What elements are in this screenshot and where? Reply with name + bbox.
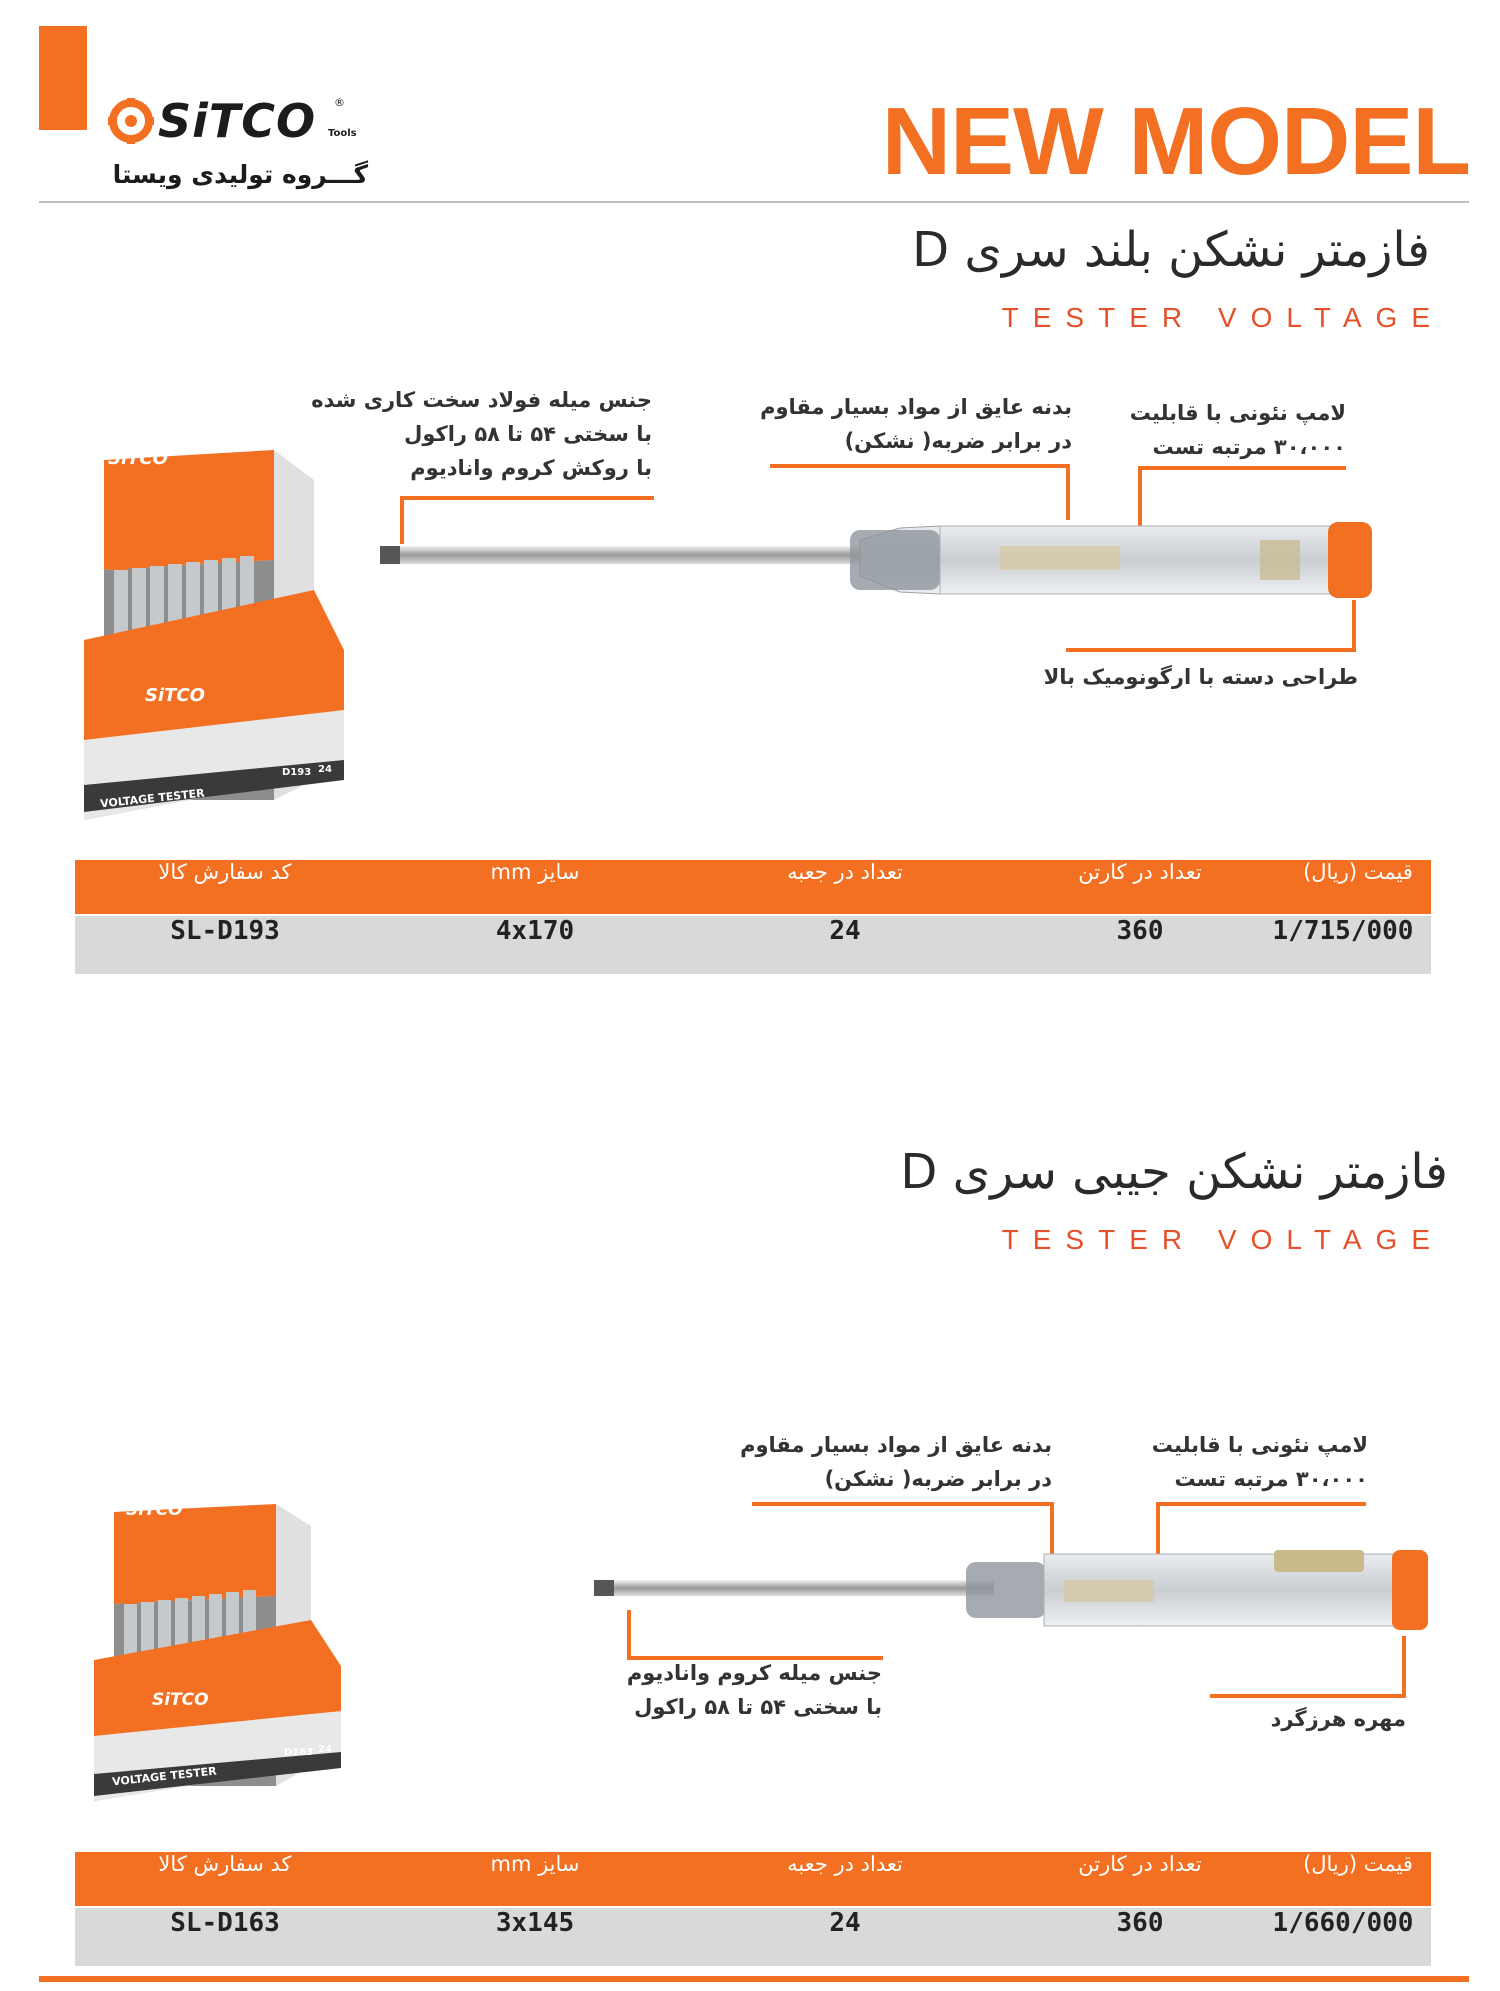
- table-header: [75, 860, 1431, 914]
- cell-size: 3x145: [495, 1908, 575, 1938]
- callout-leader: [1402, 1636, 1406, 1698]
- header-box-qty: تعداد در جعبه: [787, 1852, 903, 1876]
- callout-line: با سختی ۵۴ تا ۵۸ راکول: [404, 422, 652, 446]
- callout-lamp: [1120, 1428, 1368, 1496]
- new-model-banner: NEW MODEL: [881, 88, 1470, 195]
- callout-line: جنس میله کروم واناديوم: [626, 1661, 882, 1685]
- callout-leader: [400, 496, 654, 500]
- callout-line: لامپ نئونی با قابلیت: [1151, 1433, 1368, 1457]
- callout-line: ۳۰،۰۰۰ مرتبه تست: [1152, 435, 1346, 459]
- box-count: 24: [318, 764, 332, 775]
- header-size: سایز mm: [490, 1852, 580, 1876]
- callout-line: مهره هرزگرد: [1270, 1707, 1406, 1731]
- callout-nut: [1230, 1702, 1406, 1736]
- callout-leader: [752, 1502, 1054, 1506]
- box-brand: SiTCO: [108, 448, 168, 469]
- box-label: VOLTAGE TESTER: [111, 1764, 218, 1789]
- table-row: [75, 1908, 1431, 1966]
- product-subtitle: TESTER VOLTAGE: [1001, 302, 1444, 333]
- callout-line: لامپ نئونی با قابلیت: [1129, 401, 1346, 425]
- box-model: D163: [284, 1747, 314, 1758]
- callout-line: با سختی ۵۴ تا ۵۸ راکول: [634, 1695, 882, 1719]
- cell-box-qty: 24: [829, 916, 861, 946]
- callout-line: جنس میله فولاد سخت کاری شده: [311, 388, 652, 412]
- cell-box-qty: 24: [829, 1908, 861, 1938]
- callout-leader: [1066, 648, 1356, 652]
- footer-accent-bar: [39, 1976, 1469, 1982]
- box-brand: SiTCO: [126, 1500, 183, 1520]
- callout-leader: [770, 464, 1070, 468]
- cell-carton-qty: 360: [1116, 1908, 1164, 1938]
- pocket-voltage-tester-icon: [594, 1540, 1434, 1640]
- header-price: قیمت (ریال): [1303, 860, 1413, 884]
- cell-price: 1/715/000: [1272, 916, 1414, 946]
- table-row: [75, 916, 1431, 974]
- header-order-code: کد سفارش کالا: [158, 1852, 292, 1876]
- callout-body: [690, 1428, 1052, 1496]
- callout-line: بدنه عایق از مواد بسیار مقاوم: [760, 395, 1072, 419]
- company-name: گـــروه تولیدی ویستا: [112, 160, 368, 189]
- box-model: D193: [282, 767, 312, 778]
- header-divider: [39, 201, 1469, 203]
- header-carton-qty: تعداد در کارتن: [1078, 1852, 1202, 1876]
- cell-price: 1/660/000: [1272, 1908, 1414, 1938]
- callout-line: با روکش کروم واناديوم: [410, 456, 652, 480]
- cell-order-code: SL-D163: [170, 1908, 280, 1938]
- callout-line: در برابر ضربه( نشکن): [824, 1467, 1052, 1491]
- callout-line: ۳۰،۰۰۰ مرتبه تست: [1174, 1467, 1368, 1491]
- callout-line: در برابر ضربه( نشکن): [844, 429, 1072, 453]
- box-brand-front: SiTCO: [152, 1690, 209, 1710]
- callout-shaft-material: [600, 1656, 882, 1724]
- box-count: 24: [318, 1744, 332, 1755]
- callout-lamp: [1110, 396, 1346, 464]
- callout-leader: [1210, 1694, 1406, 1698]
- box-brand-front: SiTCO: [145, 685, 205, 706]
- brand-registered-mark: ®: [334, 96, 345, 109]
- brand-logo: [108, 96, 368, 146]
- callout-line: بدنه عایق از مواد بسیار مقاوم: [740, 1433, 1052, 1457]
- brand-name: SiTCO: [158, 94, 317, 148]
- callout-line: طراحی دسته با ارگونومیک بالا: [1043, 665, 1358, 689]
- callout-leader: [1138, 466, 1346, 470]
- box-label: VOLTAGE TESTER: [99, 786, 206, 811]
- product-subtitle: TESTER VOLTAGE: [1001, 1224, 1444, 1255]
- voltage-tester-screwdriver-icon: [380, 510, 1380, 610]
- product-title: فازمتر نشکن بلند سری D: [912, 222, 1430, 278]
- callout-leader: [1156, 1502, 1366, 1506]
- header-order-code: کد سفارش کالا: [158, 860, 292, 884]
- product-title: فازمتر نشکن جیبی سری D: [900, 1144, 1448, 1200]
- cell-carton-qty: 360: [1116, 916, 1164, 946]
- header-box-qty: تعداد در جعبه: [787, 860, 903, 884]
- header-carton-qty: تعداد در کارتن: [1078, 860, 1202, 884]
- callout-handle: [1040, 660, 1358, 694]
- cell-order-code: SL-D193: [170, 916, 280, 946]
- header-price: قیمت (ریال): [1303, 1852, 1413, 1876]
- product-box-display: [86, 1496, 356, 1801]
- cell-size: 4x170: [495, 916, 575, 946]
- callout-body: [700, 390, 1072, 458]
- product-box-display: [74, 440, 364, 820]
- brand-suffix: Tools: [328, 128, 357, 139]
- header-size: سایز mm: [490, 860, 580, 884]
- gear-logo-icon: [108, 98, 154, 144]
- table-header: [75, 1852, 1431, 1906]
- header-accent-bar: [39, 26, 87, 130]
